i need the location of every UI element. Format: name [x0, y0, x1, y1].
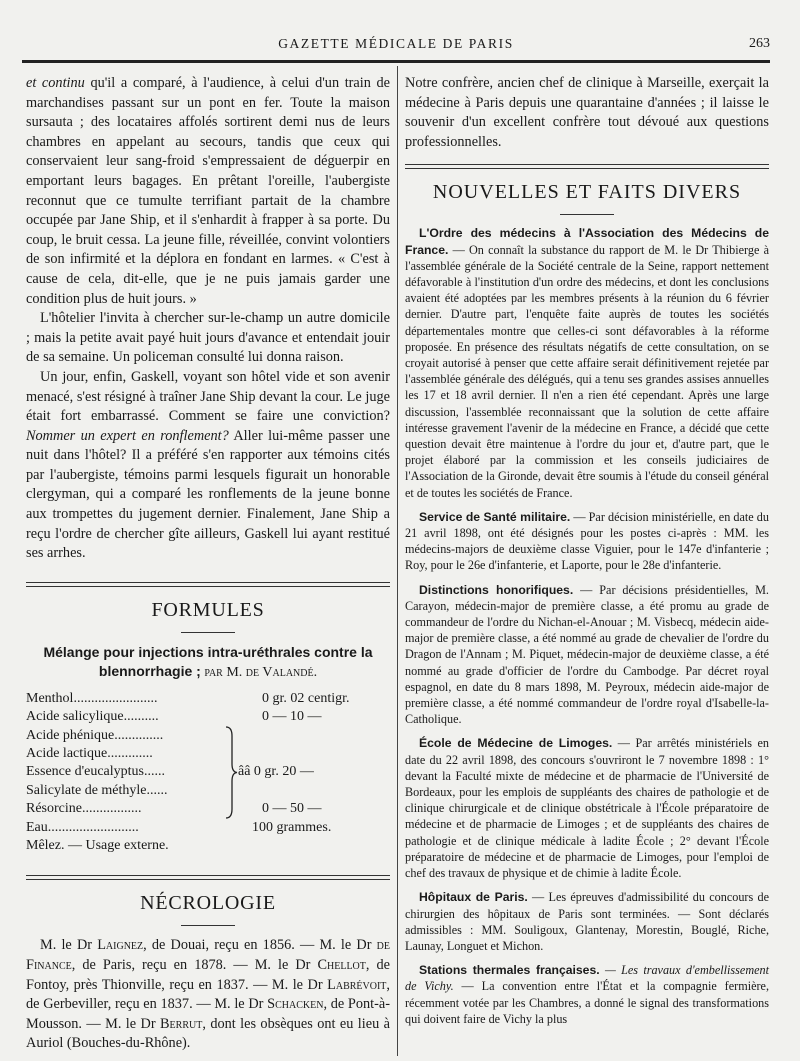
formules-heading: FORMULES — [151, 598, 265, 621]
necro-text: , dont les obsèques ont eu lieu à Auriol (Bouches-du-Rhône). — [26, 1015, 390, 1052]
news-item-title: L'Ordre des médecins à l'Association des Médecins de France. — [405, 226, 769, 257]
brace-icon — [224, 726, 238, 819]
ingredient-qty: 100 grammes. — [252, 819, 332, 835]
story-paragraph-2: L'hôtelier l'invita à chercher sur-le-champ un autre domicile ; mais la petite avait payé huit jours d'avance et entendait jouir de sa semaine. Un policeman consulté lui donna raison. — [26, 310, 390, 366]
necrologie-text — [26, 936, 390, 1054]
heading-rule — [181, 925, 235, 926]
news-item — [405, 509, 769, 574]
story-paragraph-1 — [26, 74, 390, 309]
ingredient-name: Essence d'eucalyptus...... — [26, 764, 165, 780]
ingredient-name: Salicylate de méthyle...... — [26, 782, 168, 798]
news-item-title: Distinctions honorifiques. — [419, 582, 574, 597]
necrologie-continued: Notre confrère, ancien chef de clinique à Marseille, exerçait la médecine à Paris depuis une quarantaine d'années ; il laisse le souvenir d'un excellent confrère tout dévoué aux questions professionnelles. — [405, 75, 769, 150]
necro-text: , de Fontoy, près Thionville, reçu en 1837. — M. le Dr — [26, 956, 390, 993]
ingredient-row — [26, 690, 390, 708]
necro-text: M. le Dr — [40, 937, 98, 954]
news-item — [405, 889, 769, 954]
news-item-title: Service de Santé militaire. — [419, 509, 571, 524]
header-rule — [22, 60, 770, 63]
ingredient-name: Acide lactique............. — [26, 746, 153, 762]
ingredient-row — [26, 819, 390, 837]
nouvelles-heading: NOUVELLES ET FAITS DIVERS — [432, 181, 742, 204]
news-item-text: — Par décision ministérielle, en date du 21 avril 1898, ont été désignés pour les postes ci-après : MM. les médecins-majors de deuxième classe Viguier, pour le 147e d'infanterie ; Roy, pour le 26e d'infanterie, et Laporte, pour le 28e d'infanterie. — [405, 509, 769, 573]
italic-phrase: Nommer un expert en ronflement? — [26, 427, 229, 444]
formula-title — [26, 643, 390, 682]
ingredient-row — [26, 800, 390, 818]
ingredient-qty: 0 gr. 02 centigr. — [262, 690, 350, 706]
ingredient-name: Menthol........................ — [26, 690, 158, 706]
news-item-text: — Par arrêtés ministériels en date du 22 avril 1898, des concours s'ouvriront le 7 novembre 1898 : 1° devant la Faculté mixte de médecine et de pharmacie de l'Université de Bordeaux, pour les emplois de suppléants des chaires de pathologie et de clinique chirurgicale et de clinique obstétricale à l'École préparatoire de médecine et de pharmacie de Limoges ; et de suppléants des chaires de pathologie et de clinique médicale à ladite École ; 2° devant l'École préparatoire de médecine et de pharmacie de Limoges, pour l'emploi de chef des travaux de physique et de chimie à ladite École. — [405, 736, 769, 881]
necro-name: Chellot — [317, 956, 366, 973]
heading-rule — [181, 632, 235, 633]
ingredient-name: Acide salicylique.......... — [26, 709, 159, 725]
news-item-subtitle: — Les travaux d'embellissement de Vichy. — [405, 963, 770, 994]
page-number: 263 — [749, 36, 770, 51]
news-item-title: Stations thermales françaises. — [419, 963, 600, 978]
news-item-text: — La convention entre l'État et la compagnie fermière, récemment votée par les Chambres, a donné le signal des transformations qui doivent faire de Vichy la plus — [405, 979, 770, 1026]
necro-text: , de Pont-à-Mousson. — M. le Dr — [26, 996, 390, 1032]
necro-name: Schacken — [267, 996, 324, 1013]
paragraph-text: Un jour, enfin, Gaskell, voyant son hôtel vide et son avenir menacé, s'est résigné à traîner Jane Ship devant la cour. Le juge était fort embarrassé. Comment se faire une conviction? — [26, 368, 390, 425]
heading-rule — [560, 214, 614, 215]
italic-phrase: et continu — [26, 75, 85, 91]
news-item-title: École de Médecine de Limoges. — [419, 736, 613, 751]
news-item — [405, 225, 769, 500]
news-item-text: — Les épreuves d'admissibilité du concours de chirurgien des hôpitaux de Paris sont terminées. — Sont déclarés admissibles : MM. Souligoux, Glantenay, Morestin, Bouglé, Riche, Launay, Longuet et Michon. — [405, 890, 769, 953]
necro-text: , de Douai, reçu en 1856. — M. le Dr — [143, 937, 377, 954]
news-item — [405, 962, 769, 1027]
ingredient-row — [26, 745, 390, 763]
necrologie-heading: NÉCROLOGIE — [140, 892, 276, 915]
formula-title-text: Mélange pour injections intra-uréthrales contre la blennorrhagie ; — [43, 643, 373, 679]
ingredient-qty: 0 — 10 — — [262, 709, 322, 725]
news-item-text: — On connaît la substance du rapport de M. le Dr Thibierge à l'assemblée générale de la Société centrale de la Seine, rapport nettement défavorable à l'institution d'un ordre des médecins, et dont les conclusions avaient été adoptées par les membres présents à la réunion du 6 février dernier. D'autre part, l'enquête faite auprès de toutes les sociétés départementales montre que celles-ci sont défavorables à la réforme proposée. En présence des résultats négatifs de cette consultation, on se croyait autorisé à penser que cette affaire serait définitivement rejetée par l'assemblée générale des délégués, qui a tenu ses grandes assises annuelles les 17 et 18 avril dernier. Il n'en a rien été cependant. Après une large discussion, l'assemblée reconnaissant que la solution de cette affaire intéresse gravement l'avenir de la médecine en France, a décidé que cette question devait être maintenue à l'ordre du jour et, d'autre part, que le projet élaboré par la commission et les conseils judiciaires de l'Association de la Gironde, devait être soumis à l'étude du conseil général et de toutes les sociétés de France. — [405, 242, 769, 500]
ingredient-name: Eau.......................... — [26, 819, 139, 835]
news-item — [405, 582, 769, 728]
section-rule — [26, 875, 390, 880]
ingredient-qty: 0 — 50 — — [262, 801, 322, 817]
necro-name: Berrut — [160, 1015, 203, 1032]
necro-text: , de Paris, reçu en 1878. — M. le Dr — [71, 956, 318, 973]
grouped-qty: ââ 0 gr. 20 — — [238, 763, 314, 779]
story-paragraph-3 — [26, 368, 390, 564]
paragraph-text: qu'il a comparé, à l'audience, à celui d'un train de marchandises passant sur un pont en fer. Toute la maison sursauta ; des locataires affolés sortirent demi nus de leurs chambres en appelant au secours, tandis que ceux qui conservaient leur sang-froid s'empressaient de déguerpir en emportant leurs bagages. En prêtant l'oreille, l'aubergiste reconnut que ce tumulte terrifiant partait de la chambre occupée par Jane Ship, et il s'enhardit à frapper à sa porte. Du coup, le bruit cessa. La jeune fille, réveillée, convint volontiers de son infirmité et la déplora en fondant en larmes. « C'est à cause de cela, dit-elle, que je ne puis jamais garder une condition plus de huit jours. » — [26, 75, 391, 307]
column-divider — [397, 66, 398, 1056]
ingredient-row — [26, 782, 390, 800]
journal-title: GAZETTE MÉDICALE DE PARIS — [278, 36, 514, 51]
necro-name: de Finance — [26, 937, 390, 973]
left-column — [26, 74, 390, 1054]
right-column — [405, 74, 769, 1027]
formula-footer: Mêlez. — Usage externe. — [26, 837, 169, 853]
paragraph-text: Aller lui-même passer une nuit dans l'hôtel? Il a préféré s'en rapporter aux témoins cités par l'aubergiste, témoins parmi lesquels figurait un honorable clergyman, qui a comparé les ronflements de la jeune bonne aux trompettes du jugement dernier. Finalement, Jane Ship a reçu l'ordre de chercher gîte ailleurs, Gaskell lui ayant restitué ses arrhes. — [26, 427, 390, 562]
news-item — [405, 735, 769, 881]
ingredient-row — [26, 727, 390, 745]
news-item-title: Hôpitaux de Paris. — [419, 890, 528, 905]
formula-author: par M. de Valandé. — [200, 664, 318, 680]
section-rule — [405, 164, 769, 169]
ingredient-row — [26, 708, 390, 726]
formula-ingredients — [26, 690, 390, 856]
news-item-text: — Par décisions présidentielles, M. Carayon, médecin-major de première classe, a été promu au grade de commandeur de l'ordre du Nichan-el-Anouar ; M. Visbecq, médecin aide-major de première classe, a été nommé au grade de chevalier de l'ordre du Dragon de l'Annam ; M. Piquet, médecin-major de deuxième classe, a été nommé au grade d'officier de l'ordre du Cambodge. Par décret royal espagnol, en date du 8 mars 1898, M. Peyroux, médecin aide-major de première classe, a été nommé commandeur de l'ordre royal d'Isabelle-la-Catholique. — [405, 582, 769, 727]
necro-text: , de Gerbeviller, reçu en 1837. — M. le Dr — [26, 976, 390, 1013]
ingredient-name: Acide phénique.............. — [26, 727, 164, 743]
ingredient-row — [26, 763, 390, 781]
necro-name: Labrévoit — [327, 976, 387, 993]
ingredient-name: Résorcine................. — [26, 801, 142, 817]
section-rule — [26, 582, 390, 587]
page-header — [22, 36, 770, 56]
necro-name: Laignez — [97, 937, 144, 954]
